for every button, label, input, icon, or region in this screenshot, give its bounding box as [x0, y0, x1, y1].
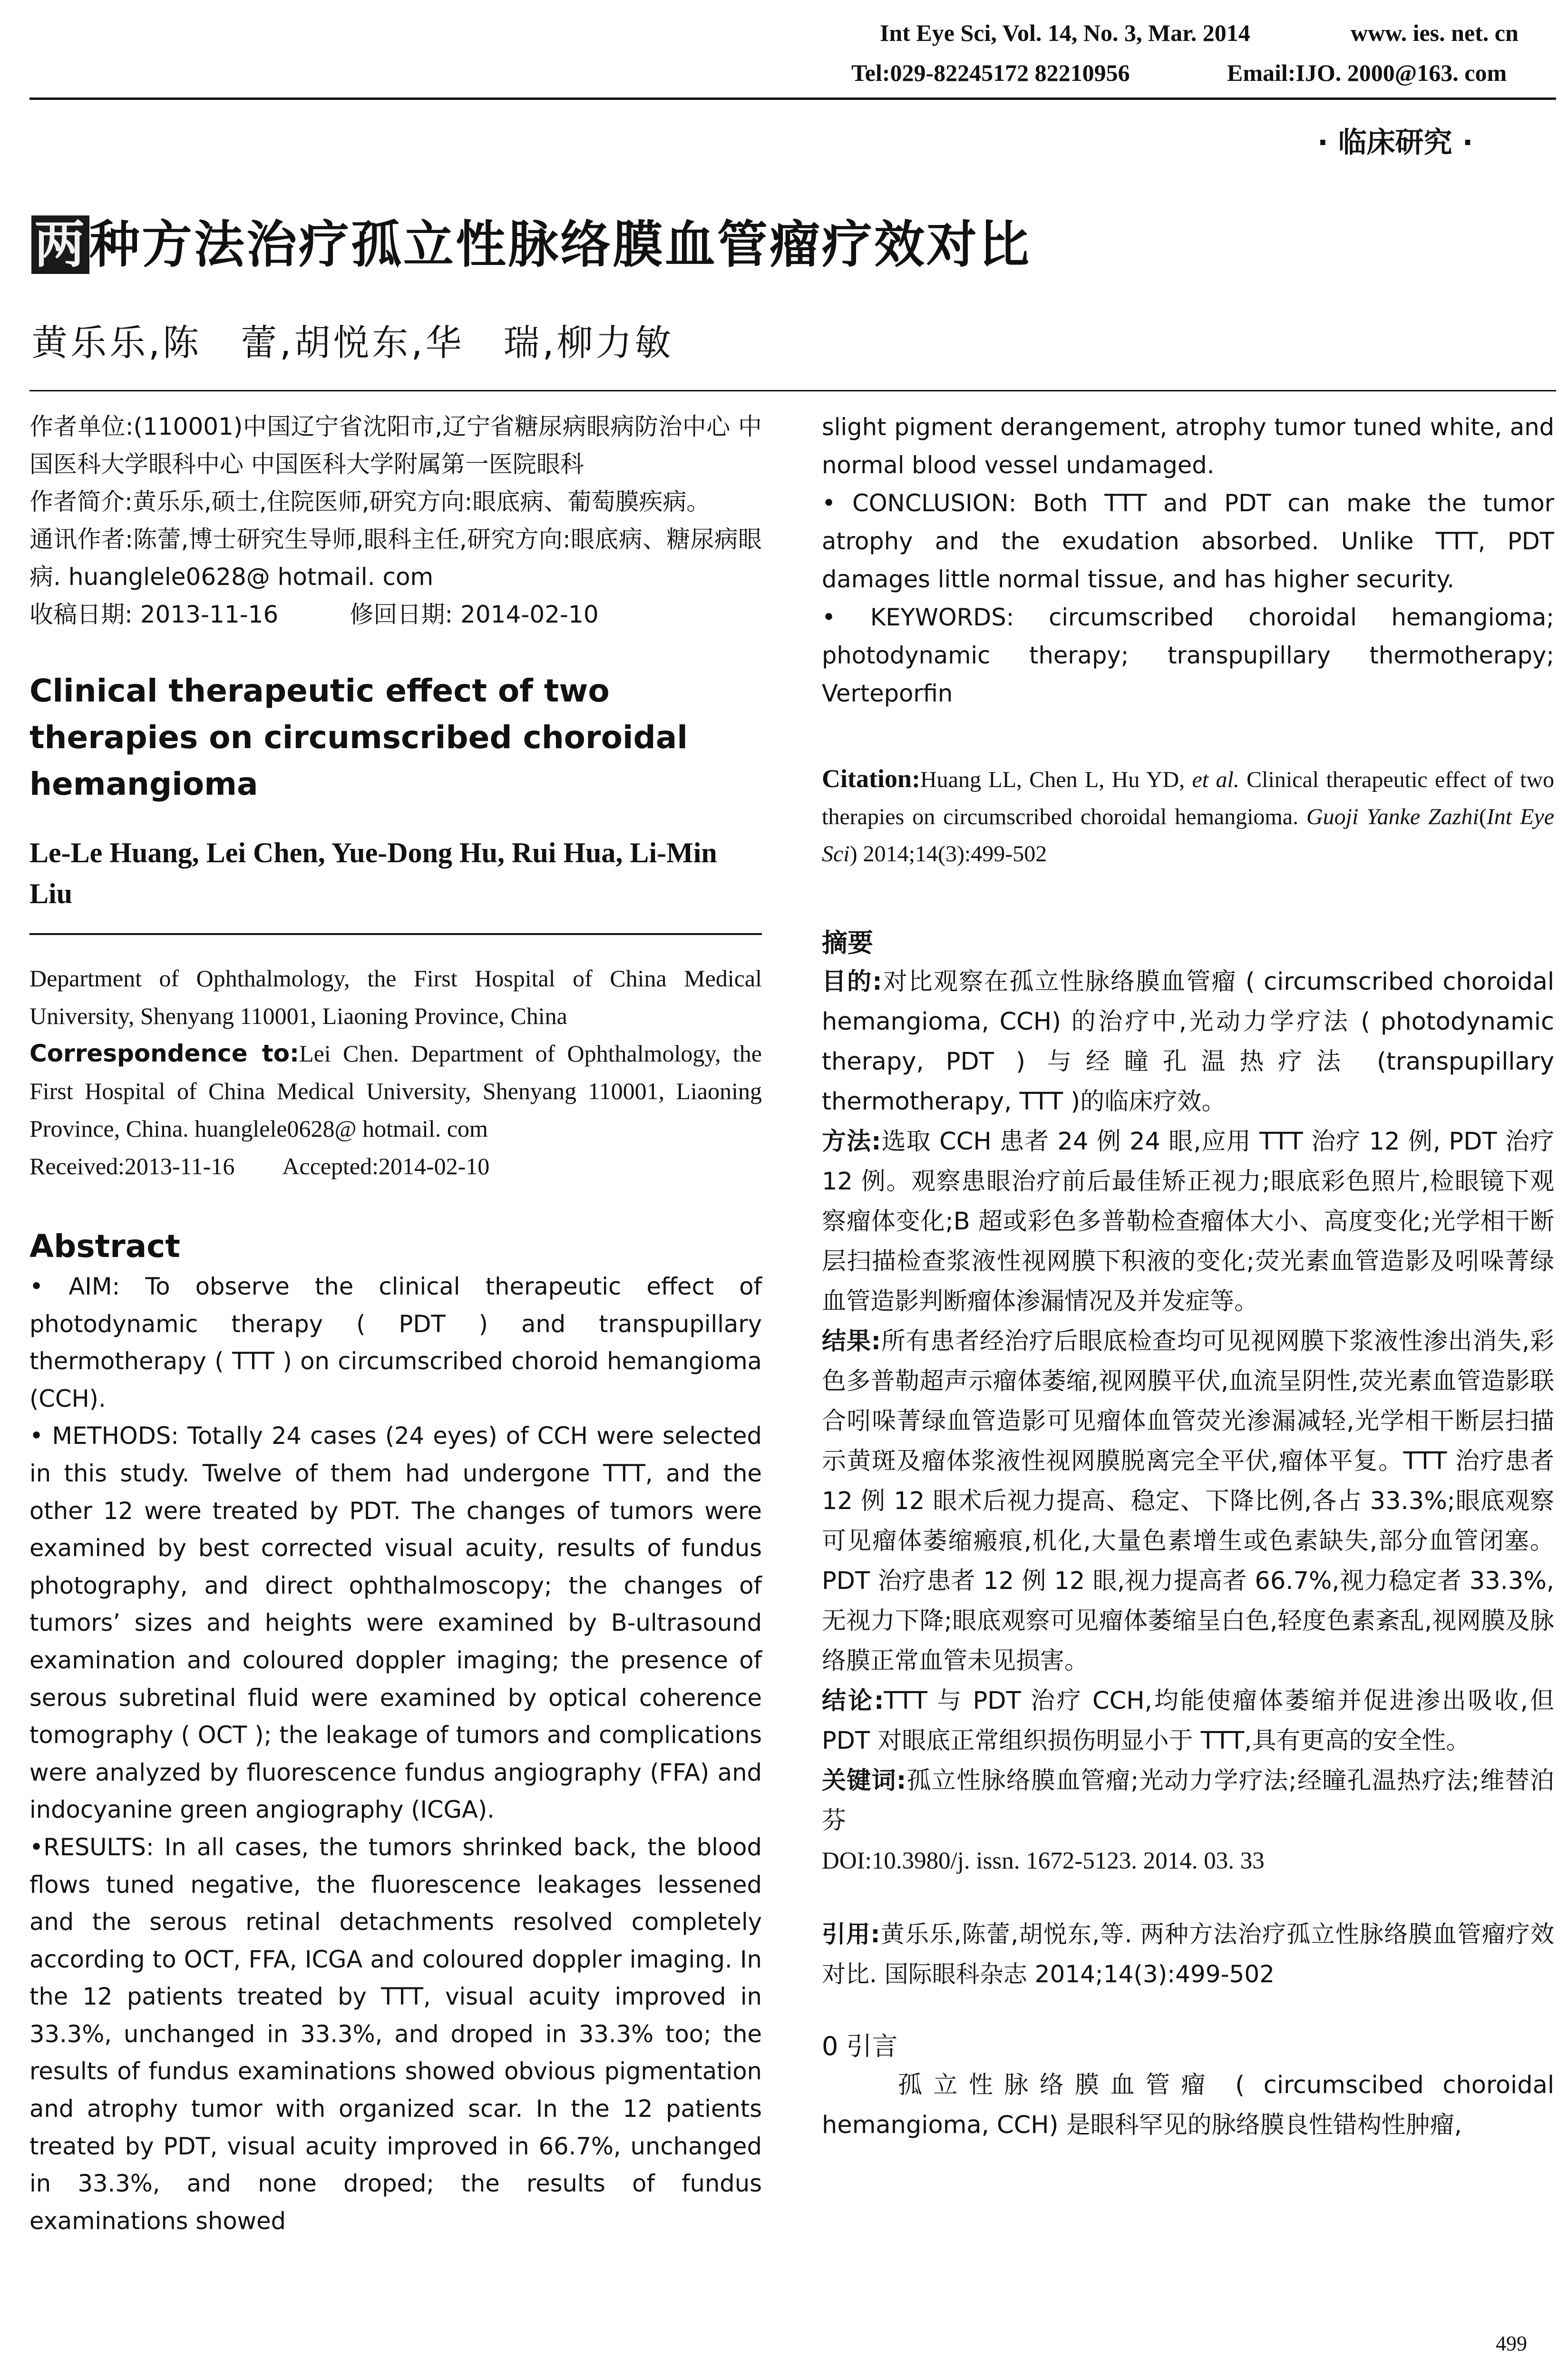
zh-conclusion-label: 结论: — [822, 1687, 884, 1715]
journal-volume: Int Eye Sci, Vol. 14, No. 3, Mar. 2014 — [880, 19, 1250, 46]
conclusion-text: Both TTT and PDT can make the tumor atrophy and the exudation absorbed. Unlike TTT, PDT damages little normal tissue, and has higher security. — [822, 489, 1554, 593]
keywords-text: circumscribed choroidal hemangioma; photodynamic therapy; transpupillary thermotherapy; Verteporfin — [822, 604, 1554, 707]
title-rest: 种方法治疗孤立性脉络膜血管瘤疗效对比 — [89, 215, 1031, 274]
citation-etal: et al. — [1192, 767, 1239, 792]
results-text: In all cases, the tumors shrinked back, the blood flows tuned negative, the fluorescence leakages lessened and the serous retinal detachments resolved completely according to OCT, FFA, ICGA and coloured doppler imaging. In the 12 patients treated by TTT, visual acuity improved in 33.3%, unchanged in 33.3%, and droped in 33.3% too; the results of fundus examinations showed obvious pigmentation and atrophy tumor with organized scar. In the 12 patients treated by PDT, visual acuity improved in 66.7%, unchanged in 33.3%, and none droped; the results of fundus examinations showed — [29, 1833, 762, 2235]
zh-aim-text: 对比观察在孤立性脉络膜血管瘤 ( circumscribed choroidal hemangioma, CCH) 的治疗中,光动力学疗法 ( photodynamic therapy, PDT ) 与经瞳孔温热疗法 (transpupillary thermotherapy, TTT )的临床疗效。 — [822, 968, 1554, 1116]
citation-title: Clinical therapeutic effect of two therapies on circumscribed choroidal hemangioma. — [822, 767, 1555, 829]
zh-abstract-body — [822, 962, 1554, 1881]
right-column — [822, 408, 1554, 2145]
journal-tel: Tel:029-82245172 82210956 — [851, 59, 1130, 86]
zh-results — [822, 1322, 1554, 1681]
received-revised-dates: 收稿日期: 2013-11-16 修回日期: 2014-02-10 — [29, 601, 599, 628]
section-label: · 临床研究 · — [1317, 126, 1473, 159]
english-authors: Le-Le Huang, Lei Chen, Yue-Dong Hu, Rui Hua, Li-Min Liu — [29, 837, 717, 909]
citation-journal: Guoji Yanke Zazhi — [1306, 804, 1479, 829]
header-rule — [29, 97, 1556, 100]
zh-aim — [822, 962, 1554, 1122]
page-number: 499 — [1496, 2332, 1527, 2355]
aim-label: • AIM: — [29, 1273, 120, 1300]
abstract-aim — [29, 1268, 762, 1417]
zh-citation-text: 黄乐乐,陈蕾,胡悦东,等. 两种方法治疗孤立性脉络膜血管瘤疗效对比. 国际眼科杂志 2014;14(3):499-502 — [822, 1920, 1554, 1988]
citation-paren: ( — [1479, 804, 1487, 829]
zh-results-text: 所有患者经治疗后眼底检查均可见视网膜下浆液性渗出消失,彩色多普勒超声示瘤体萎缩,视网膜平伏,血流呈阴性,荧光素血管造影联合吲哚菁绿血管造影可见瘤体血管荧光渗漏减轻,光学相干断层扫描示黄斑及瘤体浆液性视网膜脱离完全平伏,瘤体平复。TTT 治疗患者 12 例 12 眼术后视力提高、稳定、下降比例,各占 33.3%;眼底观察可见瘤体萎缩瘢痕,机化,大量色素增生或色素缺失,部分血管闭塞。PDT 治疗患者 12 例 12 眼,视力提高者 66.7%,视力稳定者 33.3%,无视力下降;眼底观察可见瘤体萎缩呈白色,轻度色素紊乱,视网膜及脉络膜正常血管未见损害。 — [822, 1327, 1554, 1675]
affiliation-zh — [29, 408, 762, 633]
journal-citation-line — [880, 19, 1250, 47]
authors-rule — [29, 933, 762, 935]
correspondence — [29, 1035, 762, 1148]
zh-methods-label: 方法: — [822, 1128, 881, 1156]
correspondence-label: Correspondence to: — [29, 1040, 300, 1067]
author-bio: 作者简介:黄乐乐,硕士,住院医师,研究方向:眼底病、葡萄膜疾病。 — [29, 488, 711, 516]
methods-text: Totally 24 cases (24 eyes) of CCH were selected in this study. Twelve of them had undergone TTT, and the other 12 were treated by PDT. The changes of tumors were examined by best corrected visual acuity, results of fundus photography, and direct ophthalmoscopy; the changes of tumors’ sizes and heights were examined by B-ultrasound examination and coloured doppler imaging; the presence of serous subretinal fluid were examined by optical coherence tomography ( OCT ); the leakage of tumors and complications were analyzed by fluorescence fundus angiography (FFA) and indocyanine green angiography (ICGA). — [29, 1422, 762, 1824]
zh-abstract-heading: 摘要 — [822, 928, 873, 958]
zh-citation — [822, 1914, 1554, 1994]
keywords-label: • KEYWORDS: — [822, 604, 1014, 631]
intro-heading: 0 引言 — [822, 2031, 898, 2061]
zh-citation-label: 引用: — [822, 1920, 880, 1948]
zh-methods — [822, 1122, 1554, 1322]
citation — [822, 760, 1554, 873]
received-accepted: Received:2013-11-16 Accepted:2014-02-10 — [29, 1153, 490, 1179]
zh-conclusion — [822, 1681, 1554, 1761]
citation-authors: Huang LL, Chen L, Hu YD, — [920, 767, 1185, 792]
zh-methods-text: 选取 CCH 患者 24 例 24 眼,应用 TTT 治疗 12 例, PDT 治疗 12 例。观察患眼治疗前后最佳矫正视力;眼底彩色照片,检眼镜下观察瘤体变化;B 超或彩色多普勒检查瘤体大小、高度变化;光学相干断层扫描检查浆液性视网膜下积液的变化;荧光素血管造影及吲哚菁绿血管造影判断瘤体渗漏情况及并发症等。 — [822, 1128, 1554, 1315]
results-label: •RESULTS: — [29, 1833, 154, 1861]
intro-text: 孤立性脉络膜血管瘤 ( circumscibed choroidal hemangioma, CCH) 是眼科罕见的脉络膜良性错构性肿瘤, — [822, 2071, 1554, 2139]
abstract-body — [29, 1268, 762, 2240]
citation-label: Citation: — [822, 764, 920, 793]
english-affiliation — [29, 960, 762, 1185]
abstract-heading: Abstract — [29, 1228, 180, 1265]
authors-zh: 黄乐乐,陈 蕾,胡悦东,华 瑞,柳力敏 — [31, 321, 674, 364]
abstract-results-continued: slight pigment derangement, atrophy tumor tuned white, and normal blood vessel undamaged. — [822, 413, 1554, 479]
citation-volume: ) 2014;14(3):499-502 — [849, 841, 1047, 867]
zh-keywords-text: 孤立性脉络膜血管瘤;光动力学疗法;经瞳孔温热疗法;维替泊芬 — [822, 1767, 1554, 1835]
title-first-char: 两 — [31, 215, 89, 274]
zh-keywords-label: 关键词: — [822, 1767, 906, 1795]
abstract-methods — [29, 1417, 762, 1829]
zh-keywords — [822, 1761, 1554, 1841]
journal-email: Email:IJO. 2000@163. com — [1227, 59, 1507, 86]
corresponding-author: 通讯作者:陈蕾,博士研究生导师,眼科主任,研究方向:眼底病、糖尿病眼病. huanglele0628@ hotmail. com — [29, 526, 762, 591]
department: Department of Ophthalmology, the First Hospital of China Medical University, Shenyang 110001, Liaoning Province, China — [29, 965, 762, 1029]
doi: DOI:10.3980/j. issn. 1672-5123. 2014. 03. 33 — [822, 1848, 1265, 1874]
abstract-keywords — [822, 598, 1554, 712]
abstract-results — [29, 1829, 762, 2240]
conclusion-label: • CONCLUSION: — [822, 489, 1017, 517]
methods-label: • METHODS: — [29, 1422, 179, 1450]
abstract-conclusion — [822, 484, 1554, 598]
abstract-continued — [822, 408, 1554, 712]
aim-text: To observe the clinical therapeutic effect of photodynamic therapy ( PDT ) and transpupillary thermotherapy ( TTT ) on circumscribed choroid hemangioma (CCH). — [29, 1273, 762, 1413]
journal-website: www. ies. net. cn — [1351, 19, 1519, 46]
zh-aim-label: 目的: — [822, 968, 882, 996]
correspondence-text: Lei Chen. Department of Ophthalmology, the First Hospital of China Medical University, Shenyang 110001, Liaoning Province, China. huanglele0628@ hotmail. com — [29, 1040, 762, 1142]
affiliation-unit: 作者单位:(110001)中国辽宁省沈阳市,辽宁省糖尿病眼病防治中心 中国医科大学眼科中心 中国医科大学附属第一医院眼科 — [29, 413, 762, 478]
title-rule — [29, 390, 1556, 391]
left-column — [29, 408, 762, 2240]
citation-journal-en: Int Eye Sci — [822, 804, 1554, 867]
english-title: Clinical therapeutic effect of two therapies on circumscribed choroidal hemangioma — [29, 672, 688, 802]
page-title — [31, 205, 1031, 277]
zh-results-label: 结果: — [822, 1327, 881, 1355]
zh-conclusion-text: TTT 与 PDT 治疗 CCH,均能使瘤体萎缩并促进渗出吸收,但 PDT 对眼底正常组织损伤明显小于 TTT,具有更高的安全性。 — [822, 1687, 1554, 1755]
